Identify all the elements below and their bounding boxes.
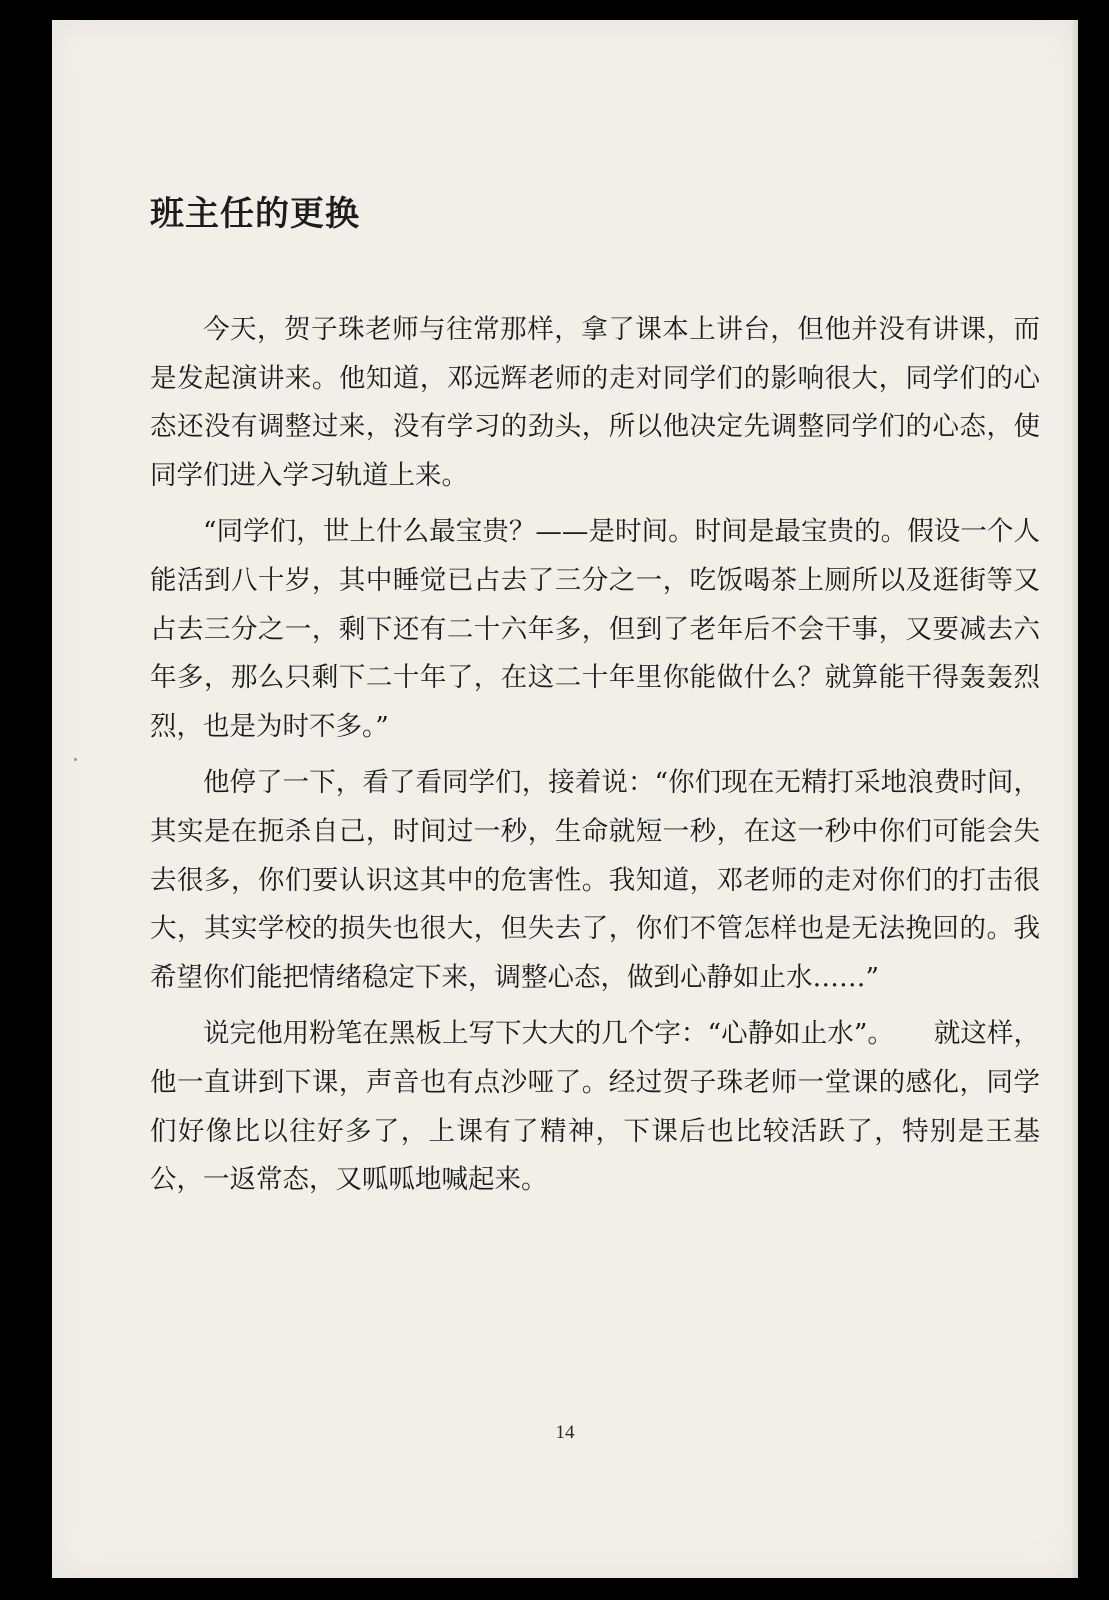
chapter-title: 班主任的更换 xyxy=(150,194,360,234)
paragraph-4: 说完他用粉笔在黑板上写下大大的几个字：“心静如止水”。 就这样，他一直讲到下课，声音也有点沙哑了。经过贺子珠老师一堂课的感化，同学们好像比以往好多了，上课有了精神，下课后也比较活跃了，特别是王基公，一返常态，又呱呱地喊起来。 xyxy=(150,1018,1040,1196)
page-number: 14 xyxy=(555,1422,575,1443)
paragraph-3: 他停了一下，看了看同学们，接着说：“你们现在无精打采地浪费时间，其实是在扼杀自己，时间过一秒，生命就短一秒，在这一秒中你们可能会失去很多，你们要认识这其中的危害性。我知道，邓老师的走对你们的打击很大，其实学校的损失也很大，但失去了，你们不管怎样也是无法挽回的。我希望你们能把情绪稳定下来，调整心态，做到心静如止水……” xyxy=(150,767,1040,993)
paper-speck xyxy=(74,758,77,761)
page-edge xyxy=(1072,20,1078,1578)
book-page xyxy=(52,20,1078,1578)
page-content xyxy=(150,190,1040,1205)
paragraph-1: 今天，贺子珠老师与往常那样，拿了课本上讲台，但他并没有讲课，而是发起演讲来。他知道，邓远辉老师的走对同学们的影响很大，同学们的心态还没有调整过来，没有学习的劲头，所以他决定先调整同学们的心态，使同学们进入学习轨道上来。 xyxy=(150,314,1040,491)
paragraph-2: “同学们，世上什么最宝贵？——是时间。时间是最宝贵的。假设一个人能活到八十岁，其中睡觉已占去了三分之一，吃饭喝茶上厕所以及逛街等又占去三分之一，剩下还有二十六年多，但到了老年后不会干事，又要减去六年多，那么只剩下二十年了，在这二十年里你能做什么？就算能干得轰轰烈烈，也是为时不多。” xyxy=(150,516,1040,742)
